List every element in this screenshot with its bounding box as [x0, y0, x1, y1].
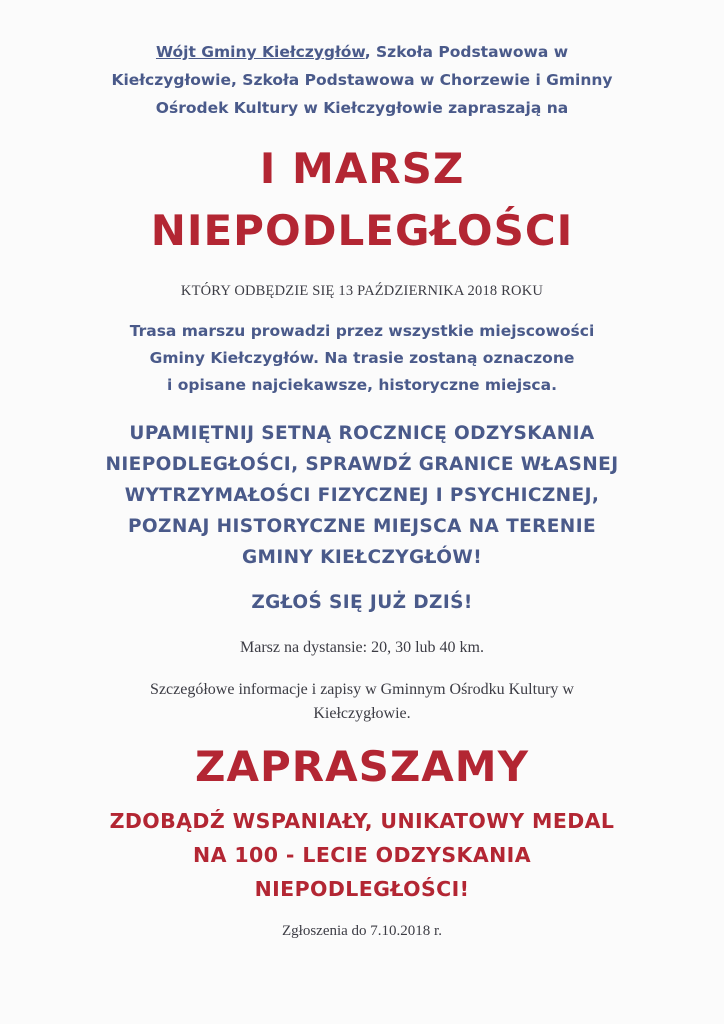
- intro-line-1-rest: , Szkoła Podstawowa w: [364, 43, 569, 61]
- intro-line-3: Ośrodek Kultury w Kiełczygłowie zapraszają na: [155, 99, 569, 117]
- details-paragraph: [0, 678, 724, 726]
- distance-info: Marsz na dystansie: 20, 30 lub 40 km.: [240, 639, 484, 656]
- medal-line-3: NIEPODLEGŁOŚCI!: [254, 877, 470, 901]
- title-line-1: I MARSZ: [259, 144, 465, 193]
- route-line-2: Gminy Kiełczygłów. Na trasie zostaną oznaczone: [149, 349, 575, 367]
- route-line-3: i opisane najciekawsze, historyczne miejsca.: [167, 376, 557, 394]
- organizer-name: Wójt Gminy Kiełczygłów: [155, 43, 365, 61]
- details-line-1: Szczegółowe informacje i zapisy w Gminnym Ośrodku Kultury w: [150, 681, 574, 698]
- intro-line-1: [0, 38, 724, 66]
- event-date: KTÓRY ODBĘDZIE SIĘ 13 PAŹDZIERNIKA 2018 ROKU: [180, 283, 544, 299]
- details-line-2: Kiełczygłowie.: [313, 705, 411, 722]
- medal-paragraph: [0, 804, 724, 906]
- signup-call: ZGŁOŚ SIĘ JUŻ DZIŚ!: [251, 592, 473, 613]
- appeal-line-4: POZNAJ HISTORYCZNE MIEJSCA NA TERENIE: [127, 516, 597, 537]
- intro-line-2: Kiełczygłowie, Szkoła Podstawowa w Chorzewie i Gminny: [111, 71, 613, 89]
- invite-heading: ZAPRASZAMY: [194, 742, 529, 791]
- appeal-line-2: NIEPODLEGŁOŚCI, SPRAWDŹ GRANICE WŁASNEJ: [105, 454, 619, 475]
- medal-line-1: ZDOBĄDŹ WSPANIAŁY, UNIKATOWY MEDAL: [109, 809, 615, 833]
- appeal-line-5: GMINY KIEŁCZYGŁÓW!: [241, 547, 483, 568]
- appeal-paragraph: [0, 418, 724, 573]
- medal-line-2: NA 100 - LECIE ODZYSKANIA: [193, 843, 531, 867]
- route-line-1: Trasa marszu prowadzi przez wszystkie miejscowości: [129, 322, 595, 340]
- intro-paragraph: [0, 38, 724, 122]
- route-paragraph: [0, 318, 724, 399]
- signup-deadline: Zgłoszenia do 7.10.2018 r.: [282, 923, 442, 939]
- title-line-2: NIEPODLEGŁOŚCI: [150, 206, 574, 255]
- appeal-line-1: UPAMIĘTNIJ SETNĄ ROCZNICĘ ODZYSKANIA: [129, 423, 595, 444]
- appeal-line-3: WYTRZYMAŁOŚCI FIZYCZNEJ I PSYCHICZNEJ,: [124, 485, 600, 506]
